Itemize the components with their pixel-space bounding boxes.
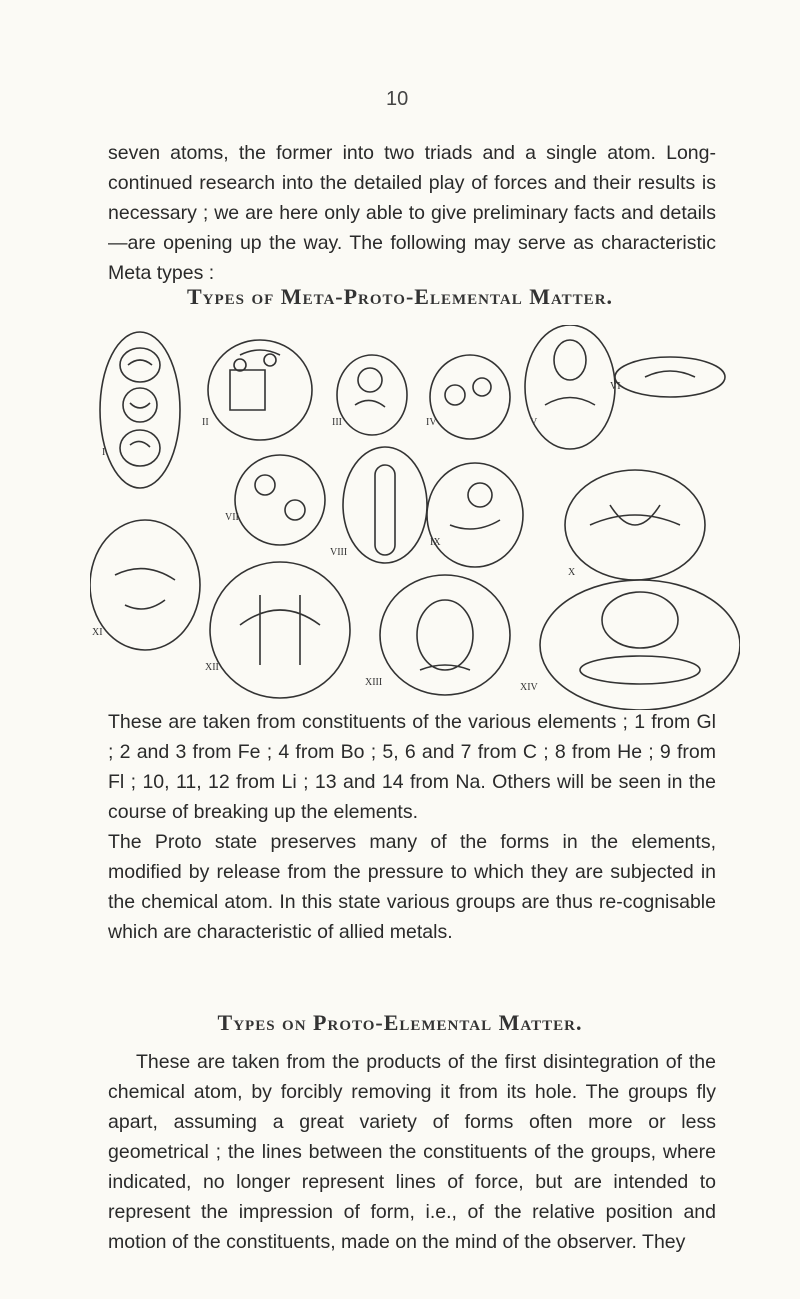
paragraph-constituents: These are taken from constituents of the various elements ; 1 from Gl ; 2 and 3 from Fe ; 4 from Bo ; 5, 6 and 7 from C ; 8 from He ; 9 from Fl ; 10, 11, 12 from Li ; 13 and 14 from Na. Others will be seen in the course of breaking up the elements. [108, 711, 716, 823]
diagram-type-11 [90, 520, 200, 650]
diagram-type-5 [525, 325, 615, 449]
diagram-type-13 [380, 575, 510, 695]
diagram-type-9 [427, 463, 523, 567]
figure-label: XI [92, 627, 103, 638]
figure-label: II [202, 417, 209, 428]
figure-label: XII [205, 662, 219, 673]
diagram-type-8 [343, 447, 427, 563]
diagram-type-6 [615, 357, 725, 397]
heading-meta-proto: Types of Meta-Proto-Elemental Matter. [186, 284, 614, 309]
figure-label: I [102, 447, 106, 458]
paragraph-intro: seven atoms, the former into two triads and a single atom. Long-continued research into the detailed play of forces and their results is necessary ; we are here only able to give preliminary facts and details—are opening up the way. The following may serve as characteristic Meta types : [108, 142, 716, 284]
diagram-type-1 [100, 332, 180, 488]
page-number: 10 [386, 88, 409, 110]
figure-label: V [530, 417, 538, 428]
figure-meta-proto-types [90, 325, 740, 710]
diagram-type-4 [430, 355, 510, 439]
paragraph-disintegration: These are taken from the products of the first disintegration of the chemical atom, by forcibly removing it from its hole. The groups fly apart, assuming a great variety of forms often more or less geometrical ; the lines between the constituents of the groups, where indicated, no longer represent lines of force, but are intended to represent the impression of form, i.e., of the relative position and motion of the constituents, made on the mind of the observer. They [108, 1051, 716, 1253]
paragraph-block-2 [108, 707, 716, 947]
figure-label: VII [225, 512, 239, 523]
heading-proto-elemental: Types on Proto-Elemental Matter. [217, 1010, 583, 1035]
diagram-type-12 [210, 562, 350, 698]
diagram-type-7 [235, 455, 325, 545]
diagram-type-2 [208, 340, 312, 440]
figure-label: VI [610, 381, 621, 392]
diagram-type-10 [565, 470, 705, 580]
figure-label: X [568, 567, 576, 578]
paragraph-proto-state: The Proto state preserves many of the forms in the elements, modified by release from the pressure to which they are subjected in the chemical atom. In this state various groups are thus re-cognisable which are characteristic of allied metals. [108, 831, 716, 943]
diagram-type-3 [337, 355, 407, 435]
figure-label: IV [426, 417, 437, 428]
figure-label: III [332, 417, 342, 428]
figure-label: XIV [520, 682, 538, 693]
figure-label: XIII [365, 677, 383, 688]
figure-label: VIII [330, 547, 348, 558]
figure-label: IX [430, 537, 441, 548]
diagram-type-14 [540, 580, 740, 710]
